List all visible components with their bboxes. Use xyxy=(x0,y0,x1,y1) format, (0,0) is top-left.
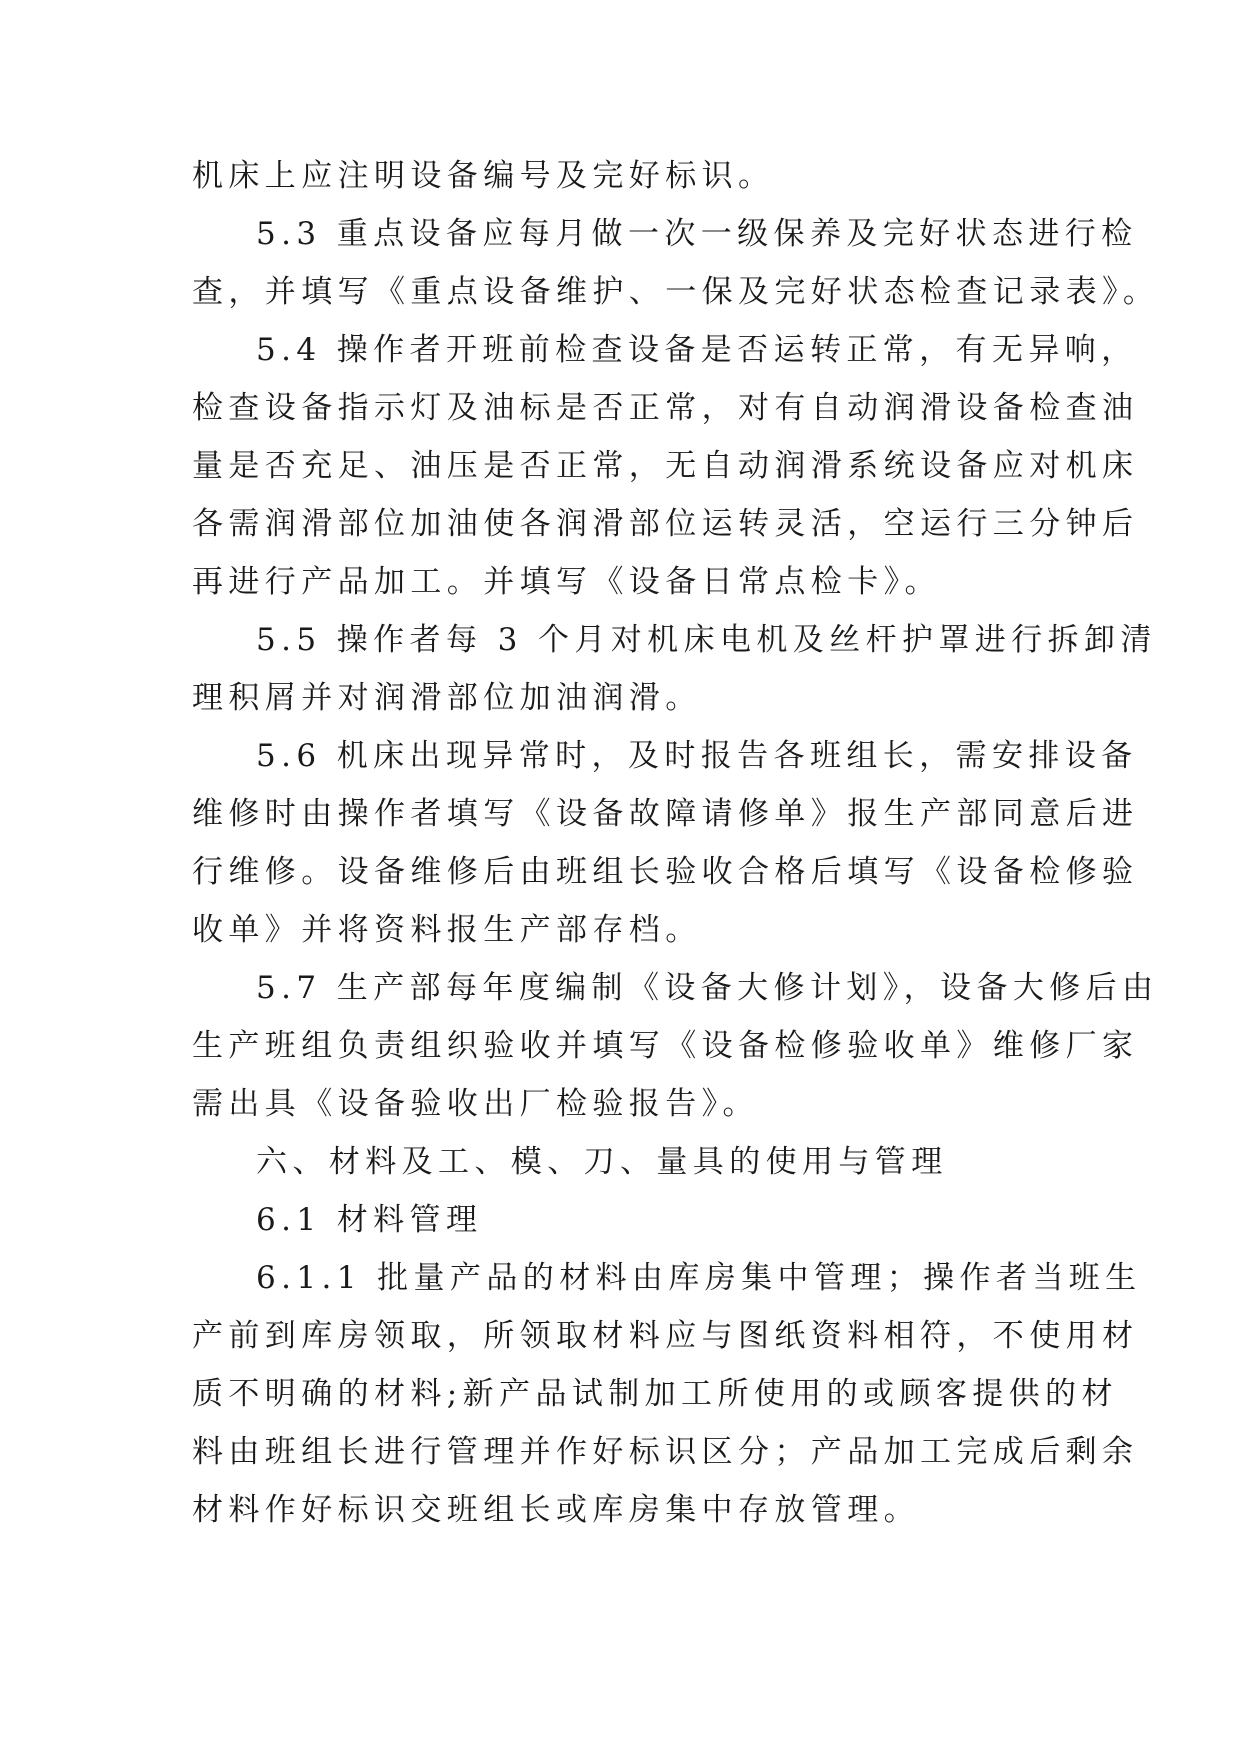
text-line: 材料作好标识交班组长或库房集中存放管理。 xyxy=(192,1492,920,1528)
text-line: 理积屑并对润滑部位加油润滑。 xyxy=(192,680,702,716)
text-line: 需出具《设备验收出厂检验报告》。 xyxy=(192,1086,759,1122)
text-line: 查，并填写《重点设备维护、一保及完好状态检查记录表》。 xyxy=(192,274,1160,310)
text-line: 检查设备指示灯及油标是否正常，对有自动润滑设备检查油 xyxy=(192,390,1139,426)
text-line: 生产班组负责组织验收并填写《设备检修验收单》维修厂家 xyxy=(192,1028,1139,1064)
text-line: 质不明确的材料;新产品试制加工所使用的或顾客提供的材 xyxy=(192,1376,1118,1412)
text-line: 料由班组长进行管理并作好标识区分；产品加工完成后剩余 xyxy=(192,1434,1139,1470)
text-line: 5.7 生产部每年度编制《设备大修计划》，设备大修后由 xyxy=(256,970,1159,1006)
text-line: 机床上应注明设备编号及完好标识。 xyxy=(192,158,775,194)
text-line: 量是否充足、油压是否正常，无自动润滑系统设备应对机床 xyxy=(192,448,1139,484)
text-line: 5.6 机床出现异常时，及时报告各班组长，需安排设备 xyxy=(256,738,1138,774)
text-line: 5.4 操作者开班前检查设备是否运转正常，有无异响， xyxy=(256,332,1138,368)
text-line: 各需润滑部位加油使各润滑部位运转灵活，空运行三分钟后 xyxy=(192,506,1139,542)
text-line: 6.1.1 批量产品的材料由库房集中管理；操作者当班生 xyxy=(256,1260,1142,1296)
text-line: 行维修。设备维修后由班组长验收合格后填写《设备检修验 xyxy=(192,854,1139,890)
text-line: 产前到库房领取，所领取材料应与图纸资料相符，不使用材 xyxy=(192,1318,1139,1354)
text-line: 5.3 重点设备应每月做一次一级保养及完好状态进行检 xyxy=(256,216,1138,252)
text-line: 维修时由操作者填写《设备故障请修单》报生产部同意后进 xyxy=(192,796,1139,832)
text-line: 5.5 操作者每 3 个月对机床电机及丝杆护罩进行拆卸清 xyxy=(256,622,1157,658)
text-line: 收单》并将资料报生产部存档。 xyxy=(192,912,702,948)
section-heading: 六、材料及工、模、刀、量具的使用与管理 xyxy=(256,1144,948,1180)
subsection-heading: 6.1 材料管理 xyxy=(256,1202,483,1238)
text-line: 再进行产品加工。并填写《设备日常点检卡》。 xyxy=(192,564,941,600)
